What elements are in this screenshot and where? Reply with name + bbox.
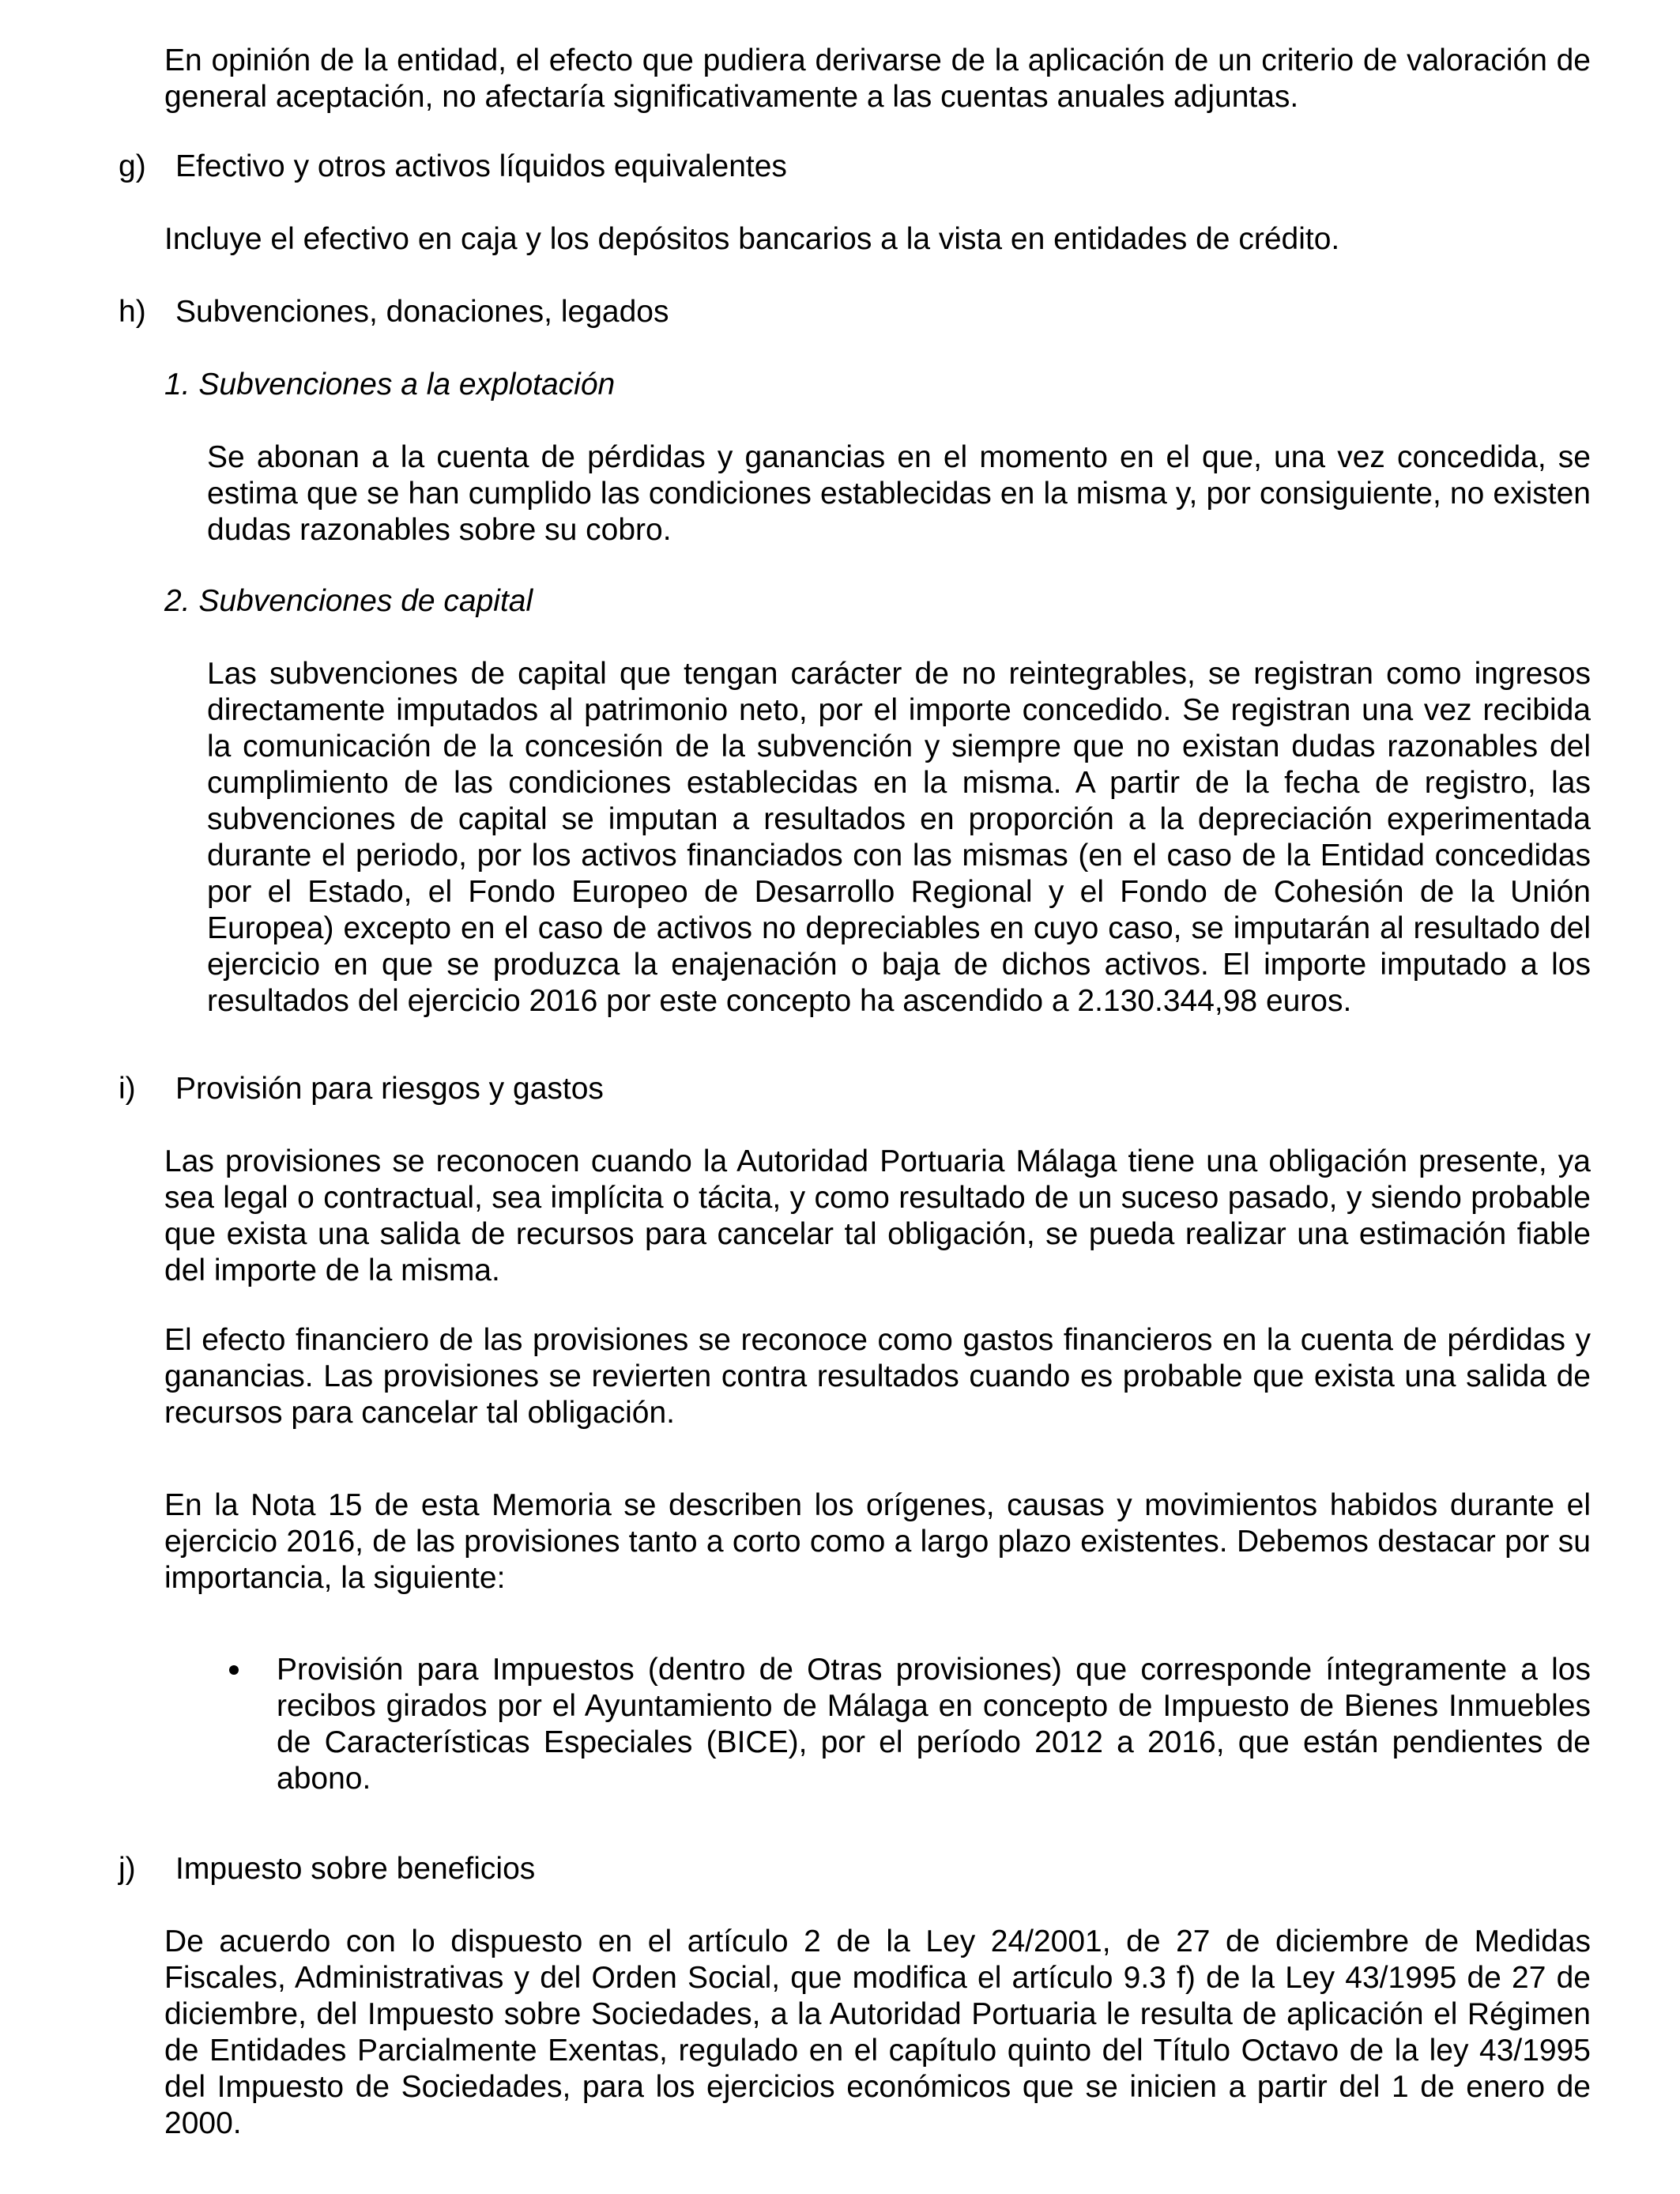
section-i-marker: i) [119,1072,136,1106]
subsection-1-paragraph: Se abonan a la cuenta de pérdidas y ganancias en el momento en el que, una vez concedida, se estima que se han cumplido las condiciones establecidas en la misma y, por consiguiente, no existen dudas razonables sobre su cobro. [207,440,1591,547]
section-j-title: Impuesto sobre beneficios [175,1852,536,1886]
section-g-title: Efectivo y otros activos líquidos equivalentes [175,149,787,183]
section-j-paragraph: De acuerdo con lo dispuesto en el artículo 2 de la Ley 24/2001, de 27 de diciembre de Medidas Fiscales, Administrativas y del Orden Social, que modifica el artículo 9.3 f) de la Ley 43/1995 de 27 de diciembre, del Impuesto sobre Sociedades, a la Autoridad Portuaria le resulta de aplicación el Régimen de Entidades Parcialmente Exentas, regulado en el capítulo quinto del Título Octavo de la ley 43/1995 del Impuesto de Sociedades, para los ejercicios económicos que se inicien a partir del 1 de enero de 2000. [164,1924,1591,2140]
section-i-title: Provisión para riesgos y gastos [175,1072,604,1106]
section-h-heading [119,294,1591,330]
section-g-marker: g) [119,149,146,183]
section-i-paragraph-1: Las provisiones se reconocen cuando la Autoridad Portuaria Málaga tiene una obligación presente, ya sea legal o contractual, sea implícita o tácita, y como resultado de un suceso pasado, y siendo probable que exista una salida de recursos para cancelar tal obligación, se pueda realizar una estimación fiable del importe de la misma. [164,1144,1591,1287]
bullet-icon [220,1652,277,1797]
section-i-heading [119,1071,1591,1107]
section-g-heading [119,149,1591,185]
subsection-2-paragraph: Las subvenciones de capital que tengan carácter de no reintegrables, se registran como ingresos directamente imputados al patrimonio neto, por el importe concedido. Se registran una vez recibida la comunicación de la concesión de la subvención y siempre que no existan dudas razonables del cumplimiento de las condiciones establecidas en la misma. A partir de la fecha de registro, las subvenciones de capital se imputan a resultados en proporción a la depreciación experimentada durante el periodo, por los activos financiados con las mismas (en el caso de la Entidad concedidas por el Estado, el Fondo Europeo de Desarrollo Regional y el Fondo de Cohesión de la Unión Europea) excepto en el caso de activos no depreciables en cuyo caso, se imputarán al resultado del ejercicio en que se produzca la enajenación o baja de dichos activos. El importe imputado a los resultados del ejercicio 2016 por este concepto ha ascendido a 2.130.344,98 euros. [207,657,1591,1018]
section-j-marker: j) [119,1852,136,1886]
section-i-paragraph-2: El efecto financiero de las provisiones se reconoce como gastos financieros en la cuenta de pérdidas y ganancias. Las provisiones se revierten contra resultados cuando es probable que exista una salida de recursos para cancelar tal obligación. [164,1323,1591,1430]
list-item [220,1652,1591,1797]
section-i-paragraph-3: En la Nota 15 de esta Memoria se describen los orígenes, causas y movimientos habidos durante el ejercicio 2016, de las provisiones tanto a corto como a largo plazo existentes. Debemos destacar por su importancia, la siguiente: [164,1488,1591,1595]
section-j-heading [119,1851,1591,1887]
section-g-paragraph: Incluye el efectivo en caja y los depósitos bancarios a la vista en entidades de crédito. [164,222,1340,256]
intro-paragraph: En opinión de la entidad, el efecto que pudiera derivarse de la aplicación de un criterio de valoración de general aceptación, no afectaría significativamente a las cuentas anuales adjuntas. [164,43,1591,114]
subsection-1-title: 1. Subvenciones a la explotación [164,368,616,401]
list-item-text: Provisión para Impuestos (dentro de Otras provisiones) que corresponde íntegramente a los recibos girados por el Ayuntamiento de Málaga en concepto de Impuesto de Bienes Inmuebles de Características Especiales (BICE), por el período 2012 a 2016, que están pendientes de abono. [277,1653,1591,1796]
section-h-title: Subvenciones, donaciones, legados [175,295,669,329]
section-h-marker: h) [119,295,146,329]
subsection-2-title: 2. Subvenciones de capital [164,584,533,618]
